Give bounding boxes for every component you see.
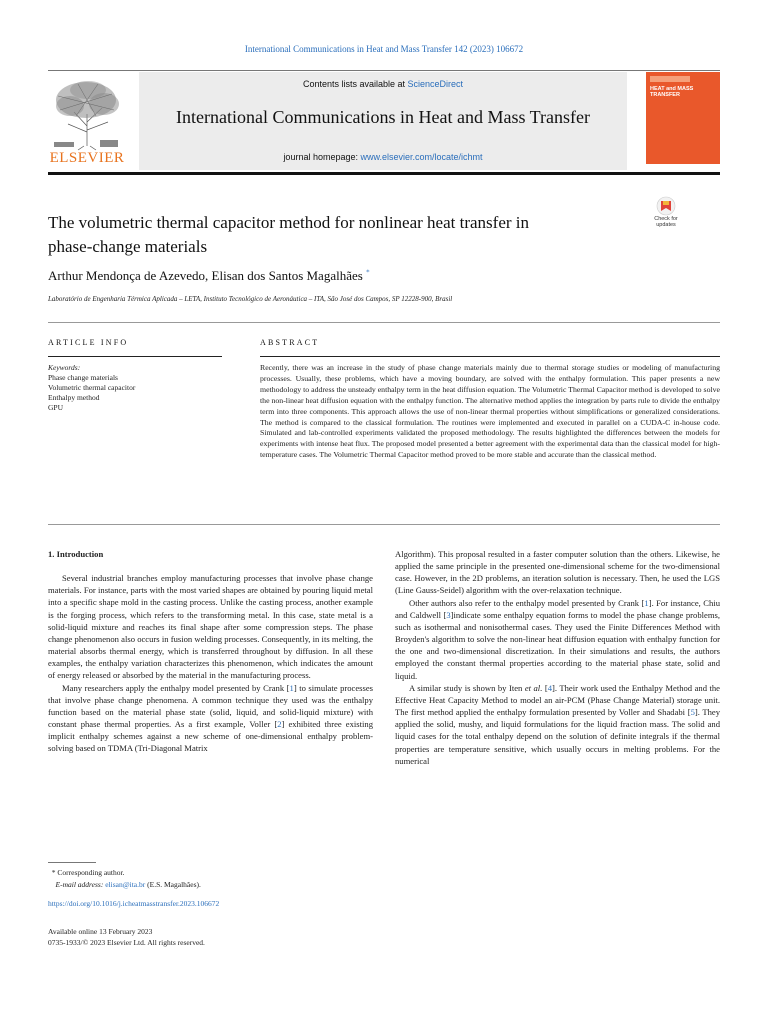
available-online: Available online 13 February 2023 xyxy=(48,927,153,936)
body-paragraph: A similar study is shown by Iten et al. [4]. Their work used the Enthalpy Method and the Effective Heat Capacity Method to model an air-PCM (Phase Change Material) storage unit. The first method applied the enthalpy formulation presented by Voller and Shadabi [5]. They applied the solid, mushy, and liquid formulations for the liquid fraction mass. The solid and liquid cases for the total enthalpy depend on the solution of definite integrals if the thermal properties are temperature sensitive, which usually occurs in melting problems. For the numerical xyxy=(395,682,720,766)
copyright: 0735-1933/© 2023 Elsevier Ltd. All rights reserved. xyxy=(48,938,205,947)
keywords-block xyxy=(48,363,135,413)
cover-title: HEAT and MASS TRANSFER xyxy=(650,86,694,98)
sciencedirect-link[interactable]: ScienceDirect xyxy=(407,79,464,89)
section-heading-introduction: 1. Introduction xyxy=(48,549,104,559)
keyword-item: GPU xyxy=(48,403,64,412)
body-paragraph: Many researchers apply the enthalpy model presented by Crank [1] to simulate processes that involve phase change phenomena. A common technique they used was the enthalpy function based on the material phase state (solid, liquid, and solid-liquid mixture) with constant phase thermal properties. As a first example, Voller [2] exhibited three existing implicit enthalpy schemes against a new scheme of one-dimensional enthalpy problem-solving based on TDMA (Tri-Diagonal Matrix xyxy=(48,682,373,754)
top-divider xyxy=(48,70,720,71)
body-left-column xyxy=(48,548,373,755)
doi-link[interactable]: https://doi.org/10.1016/j.icheatmasstransfer.2023.106672 xyxy=(48,899,220,908)
citation-link[interactable]: 1 xyxy=(289,682,294,693)
homepage-link[interactable]: www.elsevier.com/locate/ichmt xyxy=(360,152,483,162)
email-note: E-mail address: elisan@ita.br (E.S. Magalhães). xyxy=(55,880,201,889)
keyword-item: Enthalpy method xyxy=(48,393,100,402)
article-info-rule xyxy=(48,356,222,357)
article-title xyxy=(48,211,628,259)
abstract-bottom-rule xyxy=(48,524,720,525)
footnote-block xyxy=(48,867,201,891)
homepage-prefix: journal homepage: xyxy=(283,152,361,162)
email-link[interactable]: elisan@ita.br xyxy=(105,880,146,889)
citation-link[interactable]: 3 xyxy=(446,609,451,620)
citation-link[interactable]: 5 xyxy=(690,707,695,718)
citation-link[interactable]: 4 xyxy=(547,682,552,693)
journal-title: International Communications in Heat and Mass Transfer xyxy=(176,107,590,127)
cover-stripe xyxy=(650,76,690,82)
citation-link[interactable]: 1 xyxy=(644,597,649,608)
journal-reference[interactable]: International Communications in Heat and Mass Transfer 142 (2023) 106672 xyxy=(244,44,524,54)
info-top-rule xyxy=(48,322,720,323)
keywords-label: Keywords: xyxy=(48,363,81,372)
check-for-updates-button[interactable] xyxy=(646,196,686,236)
header-thick-rule xyxy=(48,172,720,175)
citation-link[interactable]: 2 xyxy=(277,719,282,730)
keyword-item: Phase change materials xyxy=(48,373,118,382)
keyword-item: Volumetric thermal capacitor xyxy=(48,383,136,392)
abstract-heading: ABSTRACT xyxy=(260,338,320,347)
contents-prefix: Contents lists available at xyxy=(302,79,408,89)
body-right-column xyxy=(395,548,720,767)
publisher-name: ELSEVIER xyxy=(49,150,125,166)
homepage-line xyxy=(139,152,627,162)
check-updates-label: Check for updates xyxy=(654,216,678,228)
corresponding-author-note: * Corresponding author. xyxy=(48,868,125,877)
abstract-rule xyxy=(260,356,720,357)
authors-text: Arthur Mendonça de Azevedo, Elisan dos Santos Magalhães xyxy=(48,268,363,283)
check-updates-icon xyxy=(646,196,686,216)
footnote-rule xyxy=(48,862,96,863)
contents-line xyxy=(139,79,627,89)
publication-info xyxy=(48,926,205,948)
abstract-text: Recently, there was an increase in the study of phase change materials mainly due to thermal storage studies or modeling of manufacturing processes. Usually, these problems, which have a moving boundary, are solved with the enthalpy formulation. This paper presents a new methodology to address the unsteady enthalpy term in the heat diffusion equation. The Volumetric Thermal Capacitor method is developed to solve the non-linear heat diffusion equation with the enthalpy function. The alternative method applies the integration by parts rule to divide the enthalpy term into three components. This approach allows the use of non-linear thermal properties without simplifications or generalized considerations. The method is compared to the classical formulation. The routines were implemented and executed in parallel on a CUDA-C in-house code. Simulated and lab-controlled experiments validated the proposed methodology. The results highlighted the differences between the models for experiments with intense heat flux. The proposed model presented a better agreement with the experimental data than the classical model for high-temperature cases. The Volumetric Thermal Capacitor method proved to be more stable and accurate than the classical method. xyxy=(260,363,720,460)
affiliation: Laboratório de Engenharia Térmica Aplicada – LETA, Instituto Tecnológico de Aeronáutica – ITA, São José dos Campos, SP 12228-900, Brasil xyxy=(48,295,453,303)
author-list xyxy=(48,268,370,284)
body-paragraph: Other authors also refer to the enthalpy model presented by Crank [1]. For instance, Chiu and Caldwell [3]indicate some enthalpy equation forms to model the phase change problems, such as isothermal and nonisothermal cases. They used the Finite Differences Method with Broyden's algorithm to solve the non-linear heat diffusion equation with enthalpy function for the one and two-dimensional discretization. In their simulations and results, the authors employed the constant thermal properties according to the material phase state, solid and liquid. xyxy=(395,597,720,681)
body-paragraph: Several industrial branches employ manufacturing processes that involve phase change materials. For instance, parts with the most varied shapes are obtained by pouring liquid metal into a specific shape mold in the casting process. Unlike the casting process, another example is the forging process, which refers to the transforming metal. In this case, state metal is a solid-liquid mixture and reaches its final shape after some compression steps. The phase change phenomenon also occurs in fusion welding processes. Consequently, in its melting, the material absorbs thermal energy, which is transferred throughout by diffusion. In all these examples, the enthalpy variation characterizes this phenomenon, which indicates the amount of energy released or absorbed by the material in the manufacturing process. xyxy=(48,573,373,681)
article-info-heading: ARTICLE INFO xyxy=(48,338,129,347)
body-paragraph: Algorithm). This proposal resulted in a faster computer solution than the others. Likewise, he applied the same principle in the presented one-dimensional scheme for the two-dimensional case. However, in the 2D problems, an iteration solution is necessary. Then, he used the LGS (Line Gauss-Seidel) algorithm with the over-relaxation technique. xyxy=(395,549,720,596)
article-title-line-2: phase-change materials xyxy=(48,237,208,256)
corresponding-author-mark[interactable]: * xyxy=(366,268,370,277)
article-title-line-1: The volumetric thermal capacitor method for nonlinear heat transfer in xyxy=(48,213,529,232)
journal-cover-thumbnail[interactable] xyxy=(646,72,720,164)
